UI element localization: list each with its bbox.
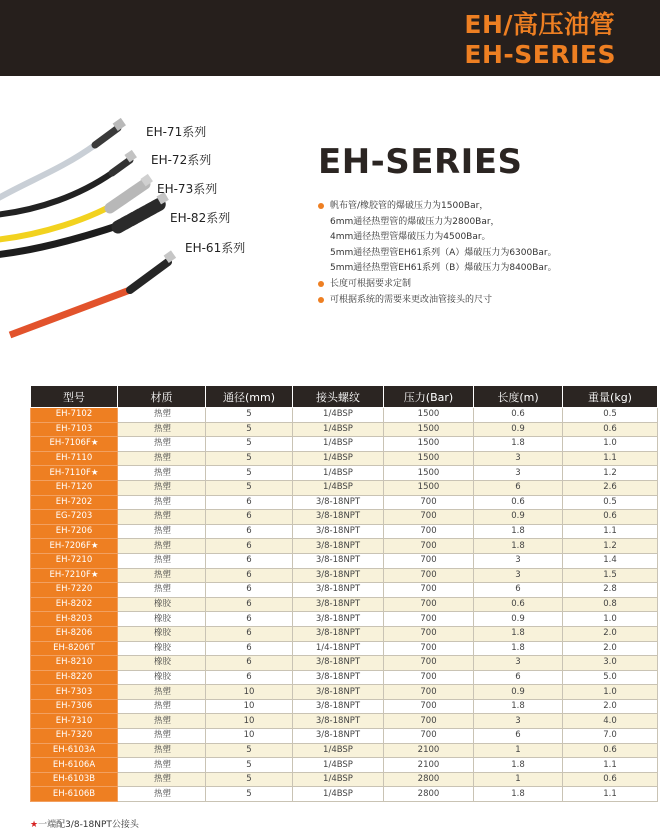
table-row (31, 466, 658, 481)
table-cell: 0.6 (563, 743, 658, 758)
table-cell: 0.5 (563, 408, 658, 423)
bullet-icon (318, 203, 324, 209)
table-cell: 6 (206, 670, 293, 685)
table-cell: 1500 (384, 480, 474, 495)
table-cell: 3/8-18NPT (293, 597, 384, 612)
table-cell: 1.8 (474, 699, 563, 714)
table-cell: 700 (384, 714, 474, 729)
table-cell: 3/8-18NPT (293, 656, 384, 671)
table-cell: 3/8-18NPT (293, 524, 384, 539)
table-cell: 3/8-18NPT (293, 510, 384, 525)
table-cell: 3/8-18NPT (293, 729, 384, 744)
table-cell: 1 (474, 772, 563, 787)
table-cell: 6 (206, 553, 293, 568)
table-cell: 3/8-18NPT (293, 539, 384, 554)
model-cell: EH-7202 (31, 495, 118, 510)
table-cell: 热塑 (118, 553, 206, 568)
model-cell: EH-7206 (31, 524, 118, 539)
hose-label-eh73: EH-73系列 (157, 182, 218, 196)
table-cell: 1.2 (563, 466, 658, 481)
table-cell: 橡胶 (118, 670, 206, 685)
table-cell: 1/4BSP (293, 480, 384, 495)
footnote-text: 一端配3/8-18NPT公接头 (38, 820, 139, 830)
feature-item (318, 261, 557, 277)
table-cell: 3/8-18NPT (293, 495, 384, 510)
column-header: 型号 (31, 386, 118, 408)
model-cell: EH-7306 (31, 699, 118, 714)
table-cell: 1.1 (563, 524, 658, 539)
table-cell: 5 (206, 422, 293, 437)
table-cell: 2800 (384, 787, 474, 802)
table-cell: 橡胶 (118, 626, 206, 641)
star-icon: ★ (30, 820, 39, 830)
table-cell: 6 (474, 480, 563, 495)
table-row (31, 437, 658, 452)
table-row (31, 787, 658, 802)
model-cell: EH-7120 (31, 480, 118, 495)
table-cell: 1.2 (563, 539, 658, 554)
table-cell: 2100 (384, 758, 474, 773)
table-row (31, 510, 658, 525)
table-cell: 700 (384, 670, 474, 685)
model-cell: EH-6103B (31, 772, 118, 787)
hose-eh82 (0, 192, 169, 255)
table-cell: 700 (384, 641, 474, 656)
table-cell: 700 (384, 699, 474, 714)
table-row (31, 626, 658, 641)
table-cell: 1500 (384, 408, 474, 423)
table-cell: 6 (206, 583, 293, 598)
table-cell: 1.5 (563, 568, 658, 583)
model-cell: EG-7203 (31, 510, 118, 525)
table-cell: 0.9 (474, 612, 563, 627)
model-cell: EH-7103 (31, 422, 118, 437)
table-cell: 700 (384, 729, 474, 744)
table-cell: 5 (206, 743, 293, 758)
table-cell: 热塑 (118, 422, 206, 437)
header-title-cn: EH/高压油管 (464, 10, 616, 39)
table-cell: 热塑 (118, 480, 206, 495)
model-cell: EH-7303 (31, 685, 118, 700)
feature-text: 4mm通径热塑管爆破压力为4500Bar。 (330, 232, 491, 243)
table-cell: 6 (474, 583, 563, 598)
table-cell: 橡胶 (118, 597, 206, 612)
hose-label-eh72: EH-72系列 (151, 153, 212, 167)
table-cell: 6 (206, 656, 293, 671)
table-cell: 热塑 (118, 699, 206, 714)
table-row (31, 539, 658, 554)
model-cell: EH-6106B (31, 787, 118, 802)
spec-table (30, 385, 658, 802)
table-cell: 3/8-18NPT (293, 714, 384, 729)
table-cell: 6 (206, 495, 293, 510)
table-row (31, 612, 658, 627)
table-cell: 3 (474, 451, 563, 466)
table-row (31, 422, 658, 437)
table-cell: 热塑 (118, 408, 206, 423)
table-cell: 6 (206, 597, 293, 612)
table-cell: 0.6 (474, 495, 563, 510)
column-header: 通径(mm) (206, 386, 293, 408)
table-cell: 700 (384, 495, 474, 510)
table-row (31, 524, 658, 539)
table-cell: 7.0 (563, 729, 658, 744)
table-cell: 热塑 (118, 787, 206, 802)
model-cell: EH-7310 (31, 714, 118, 729)
model-cell: EH-6106A (31, 758, 118, 773)
table-cell: 0.8 (563, 597, 658, 612)
table-cell: 热塑 (118, 714, 206, 729)
table-cell: 橡胶 (118, 656, 206, 671)
table-cell: 热塑 (118, 685, 206, 700)
feature-item (318, 215, 557, 231)
column-header: 压力(Bar) (384, 386, 474, 408)
table-cell: 1500 (384, 437, 474, 452)
table-cell: 2.0 (563, 626, 658, 641)
table-cell: 1.8 (474, 437, 563, 452)
table-cell: 热塑 (118, 539, 206, 554)
series-heading: EH-SERIES (318, 142, 523, 182)
table-row (31, 729, 658, 744)
model-cell: EH-7210F★ (31, 568, 118, 583)
bullet-icon (318, 297, 324, 303)
table-cell: 热塑 (118, 772, 206, 787)
table-row (31, 670, 658, 685)
feature-text: 长度可根据要求定制 (330, 278, 412, 289)
table-cell: 1.8 (474, 787, 563, 802)
model-cell: EH-7102 (31, 408, 118, 423)
model-cell: EH-7110 (31, 451, 118, 466)
table-cell: 0.9 (474, 510, 563, 525)
table-cell: 3.0 (563, 656, 658, 671)
table-cell: 1/4BSP (293, 787, 384, 802)
table-row (31, 568, 658, 583)
table-cell: 6 (206, 510, 293, 525)
table-cell: 热塑 (118, 437, 206, 452)
column-header: 材质 (118, 386, 206, 408)
table-body (31, 408, 658, 802)
table-cell: 1/4BSP (293, 422, 384, 437)
table-cell: 1.1 (563, 451, 658, 466)
table-cell: 1 (474, 743, 563, 758)
model-cell: EH-7320 (31, 729, 118, 744)
table-cell: 热塑 (118, 524, 206, 539)
table-cell: 1500 (384, 451, 474, 466)
feature-item (318, 199, 557, 215)
table-cell: 5 (206, 466, 293, 481)
table-cell: 700 (384, 656, 474, 671)
model-cell: EH-7106F★ (31, 437, 118, 452)
table-cell: 热塑 (118, 583, 206, 598)
table-cell: 700 (384, 568, 474, 583)
feature-text: 6mm通径热塑管的爆破压力为2800Bar， (330, 216, 500, 227)
table-cell: 10 (206, 714, 293, 729)
table-cell: 700 (384, 612, 474, 627)
table-cell: 10 (206, 699, 293, 714)
hose-eh61 (10, 250, 176, 335)
feature-text: 可根据系统的需要来更改油管接头的尺寸 (330, 294, 493, 305)
model-cell: EH-6103A (31, 743, 118, 758)
table-cell: 1/4BSP (293, 466, 384, 481)
table-cell: 1.1 (563, 787, 658, 802)
table-cell: 1/4BSP (293, 437, 384, 452)
table-cell: 热塑 (118, 729, 206, 744)
bullet-icon (318, 281, 324, 287)
column-header: 重量(kg) (563, 386, 658, 408)
table-cell: 2.0 (563, 641, 658, 656)
table-cell: 10 (206, 685, 293, 700)
table-cell: 1.0 (563, 685, 658, 700)
table-cell: 3/8-18NPT (293, 612, 384, 627)
model-cell: EH-8210 (31, 656, 118, 671)
table-cell: 1500 (384, 466, 474, 481)
table-cell: 3 (474, 553, 563, 568)
table-cell: 1/4BSP (293, 451, 384, 466)
table-cell: 3/8-18NPT (293, 553, 384, 568)
table-cell: 热塑 (118, 743, 206, 758)
table-cell: 热塑 (118, 451, 206, 466)
hose-eh71 (0, 118, 126, 200)
table-row (31, 451, 658, 466)
table-cell: 4.0 (563, 714, 658, 729)
table-cell: 1.8 (474, 641, 563, 656)
table-cell: 热塑 (118, 568, 206, 583)
column-header: 长度(m) (474, 386, 563, 408)
feature-text: 帆布管/橡胶管的爆破压力为1500Bar， (330, 201, 489, 211)
table-cell: 0.9 (474, 685, 563, 700)
table-cell: 热塑 (118, 466, 206, 481)
table-cell: 1.8 (474, 539, 563, 554)
table-row (31, 743, 658, 758)
table-cell: 3/8-18NPT (293, 685, 384, 700)
table-cell: 6 (474, 729, 563, 744)
table-cell: 1.8 (474, 524, 563, 539)
feature-item (318, 277, 557, 293)
table-cell: 3 (474, 466, 563, 481)
table-cell: 2800 (384, 772, 474, 787)
model-cell: EH-8202 (31, 597, 118, 612)
table-row (31, 641, 658, 656)
table-cell: 1.0 (563, 612, 658, 627)
feature-list (318, 199, 557, 308)
table-cell: 6 (206, 539, 293, 554)
table-cell: 橡胶 (118, 641, 206, 656)
table-cell: 0.6 (563, 422, 658, 437)
header-title (464, 10, 616, 70)
table-cell: 0.6 (474, 597, 563, 612)
table-cell: 0.6 (563, 772, 658, 787)
model-cell: EH-7210 (31, 553, 118, 568)
table-cell: 700 (384, 626, 474, 641)
table-cell: 5 (206, 451, 293, 466)
hose-illustration (0, 110, 300, 350)
table-cell: 3 (474, 568, 563, 583)
table-cell: 6 (206, 524, 293, 539)
table-cell: 5 (206, 408, 293, 423)
table-cell: 700 (384, 583, 474, 598)
table-cell: 6 (206, 568, 293, 583)
table-cell: 3/8-18NPT (293, 583, 384, 598)
table-cell: 1/4BSP (293, 408, 384, 423)
table-cell: 700 (384, 539, 474, 554)
table-row (31, 495, 658, 510)
table-row (31, 699, 658, 714)
table-cell: 700 (384, 510, 474, 525)
table-cell: 热塑 (118, 758, 206, 773)
table-cell: 5 (206, 758, 293, 773)
table-row (31, 553, 658, 568)
table-cell: 橡胶 (118, 612, 206, 627)
table-cell: 1/4BSP (293, 772, 384, 787)
table-cell: 3 (474, 714, 563, 729)
table-cell: 5 (206, 480, 293, 495)
table-cell: 5 (206, 787, 293, 802)
table-row (31, 480, 658, 495)
hose-label-eh71: EH-71系列 (146, 125, 207, 139)
table-cell: 2100 (384, 743, 474, 758)
model-cell: EH-8203 (31, 612, 118, 627)
hose-label-eh82: EH-82系列 (170, 211, 231, 225)
table-cell: 5 (206, 437, 293, 452)
model-cell: EH-7110F★ (31, 466, 118, 481)
table-cell: 2.0 (563, 699, 658, 714)
table-cell: 1.0 (563, 437, 658, 452)
table-cell: 6 (206, 641, 293, 656)
table-cell: 1/4BSP (293, 758, 384, 773)
table-cell: 0.6 (474, 408, 563, 423)
table-cell: 700 (384, 597, 474, 612)
table-cell: 700 (384, 553, 474, 568)
table-cell: 3/8-18NPT (293, 626, 384, 641)
table-cell: 0.9 (474, 422, 563, 437)
table-row (31, 772, 658, 787)
table-cell: 2.6 (563, 480, 658, 495)
table-cell: 0.6 (563, 510, 658, 525)
table-row (31, 583, 658, 598)
feature-item (318, 230, 557, 246)
table-cell: 6 (206, 626, 293, 641)
table-cell: 1.8 (474, 758, 563, 773)
table-row (31, 597, 658, 612)
table-cell: 3/8-18NPT (293, 670, 384, 685)
table-cell: 2.8 (563, 583, 658, 598)
table-header-row (31, 386, 658, 408)
table-cell: 6 (474, 670, 563, 685)
table-cell: 5 (206, 772, 293, 787)
table-cell: 1.1 (563, 758, 658, 773)
hose-label-eh61: EH-61系列 (185, 241, 246, 255)
table-cell: 1500 (384, 422, 474, 437)
table-cell: 700 (384, 524, 474, 539)
table-cell: 1/4-18NPT (293, 641, 384, 656)
header-banner (0, 0, 660, 76)
table-cell: 6 (206, 612, 293, 627)
column-header: 接头螺纹 (293, 386, 384, 408)
table-cell: 1.8 (474, 626, 563, 641)
feature-item (318, 246, 557, 262)
footnote (30, 817, 139, 830)
table-cell: 热塑 (118, 510, 206, 525)
table-row (31, 758, 658, 773)
feature-item (318, 293, 557, 309)
model-cell: EH-7206F★ (31, 539, 118, 554)
table-cell: 热塑 (118, 495, 206, 510)
table-cell: 700 (384, 685, 474, 700)
table-cell: 10 (206, 729, 293, 744)
table-cell: 3/8-18NPT (293, 699, 384, 714)
feature-text: 5mm通径热塑管EH61系列（B）爆破压力为8400Bar。 (330, 263, 557, 274)
table-cell: 1.4 (563, 553, 658, 568)
table-cell: 3/8-18NPT (293, 568, 384, 583)
model-cell: EH-8206T (31, 641, 118, 656)
model-cell: EH-8206 (31, 626, 118, 641)
feature-text: 5mm通径热塑管EH61系列（A）爆破压力为6300Bar。 (330, 247, 557, 258)
table-cell: 1/4BSP (293, 743, 384, 758)
table-row (31, 685, 658, 700)
table-row (31, 714, 658, 729)
model-cell: EH-8220 (31, 670, 118, 685)
table-cell: 0.5 (563, 495, 658, 510)
table-cell: 5.0 (563, 670, 658, 685)
model-cell: EH-7220 (31, 583, 118, 598)
table-row (31, 656, 658, 671)
table-cell: 3 (474, 656, 563, 671)
table-row (31, 408, 658, 423)
header-title-en: EH-SERIES (464, 40, 616, 69)
